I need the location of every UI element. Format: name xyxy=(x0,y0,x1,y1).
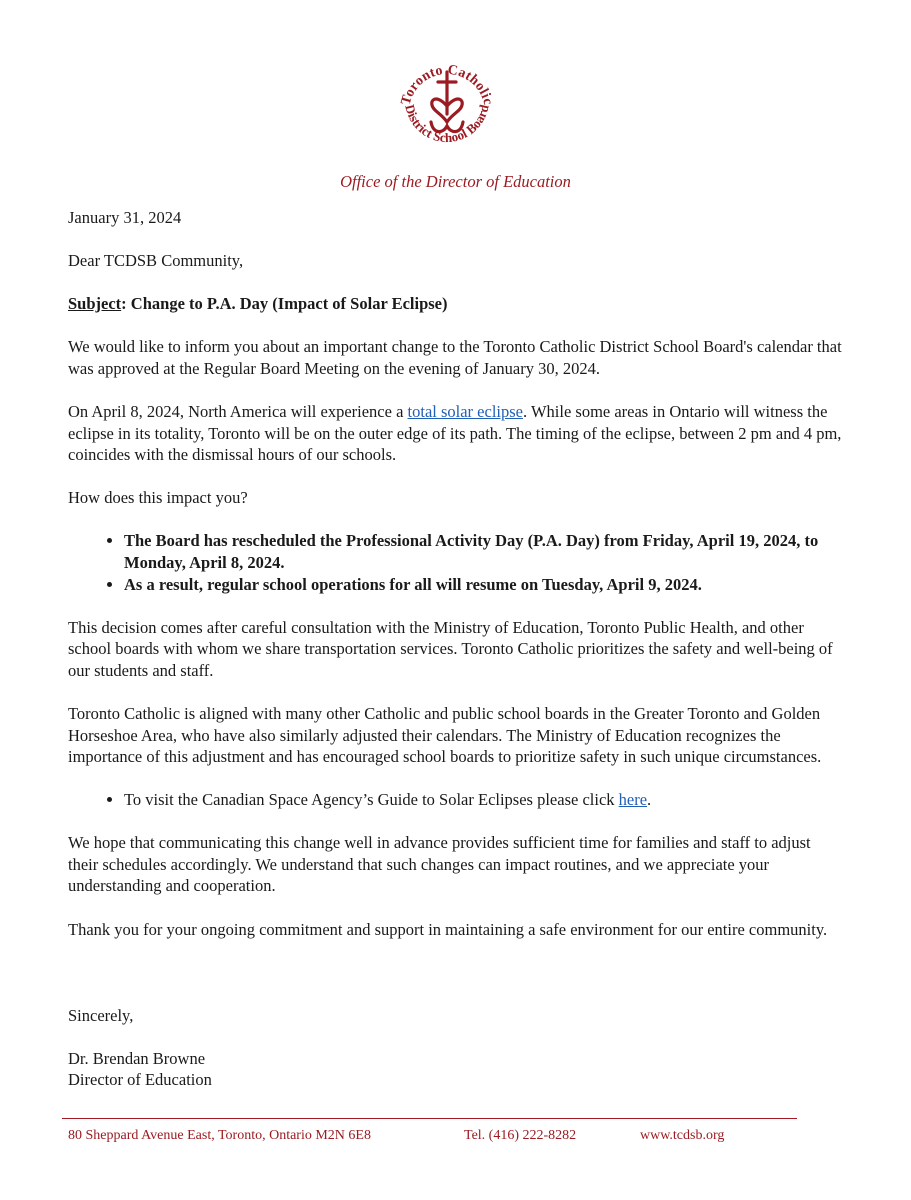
footer-address: 80 Sheppard Avenue East, Toronto, Ontario M2N 6E8 xyxy=(68,1128,371,1143)
eclipse-text-after: . While some areas in Ontario will witness the eclipse in its totality, Toronto will be on the outer edge of its path. The timing of the eclipse, between 2 pm and 4 pm, coincides with the dismissal hours of our schools. xyxy=(68,401,842,465)
tcdsb-logo xyxy=(383,42,511,170)
signer-name: Dr. Brendan Browne xyxy=(68,1048,206,1068)
decision-paragraph: This decision comes after careful consultation with the Ministry of Education, Toronto Public Health, and other school boards with whom we share transportation services. Toronto Catholic prioritizes the safety and well-being of our students and staff. xyxy=(68,617,833,680)
subject-line xyxy=(68,293,843,315)
svg-text:Toronto Catholic: Toronto Catholic xyxy=(398,62,496,107)
cross-heart-anchor-icon xyxy=(431,72,463,132)
list-item: • As a result, regular school operations for all will resume on Tuesday, April 9, 2024. xyxy=(124,574,843,596)
closing: Sincerely, xyxy=(68,1005,134,1025)
total-solar-eclipse-link[interactable]: total solar eclipse xyxy=(407,401,523,421)
letter-body xyxy=(68,207,843,1091)
signer-title: Director of Education xyxy=(68,1070,212,1090)
svg-text:District School Board: District School Board xyxy=(402,102,492,146)
signature-spacer xyxy=(68,962,843,1005)
intro-paragraph: We would like to inform you about an important change to the Toronto Catholic District School Board's calendar that was approved at the Regular Board Meeting on the evening of January 30, 2024. xyxy=(68,337,842,378)
footer-website: www.tcdsb.org xyxy=(640,1128,725,1143)
guide-here-link[interactable]: here xyxy=(618,790,648,810)
office-title: Office of the Director of Education xyxy=(340,172,571,191)
hope-paragraph: We hope that communicating this change well in advance provides sufficient time for families and staff to adjust their schedules accordingly. We understand that such changes can impact routines, and we appreciate your understanding and cooperation. xyxy=(68,833,811,896)
subject-label: Subject xyxy=(68,294,122,314)
footer-phone: Tel. (416) 222-8282 xyxy=(464,1128,577,1143)
footer-divider xyxy=(62,1118,797,1119)
eclipse-paragraph xyxy=(68,401,843,466)
subject-separator: : xyxy=(121,294,127,314)
subject-text: Change to P.A. Day (Impact of Solar Eclipse) xyxy=(126,294,448,314)
greeting: Dear TCDSB Community, xyxy=(68,251,244,271)
guide-text: To visit the Canadian Space Agency’s Guide to Solar Eclipses please click xyxy=(124,790,619,810)
guide-text-after: . xyxy=(647,790,652,810)
list-item xyxy=(124,789,843,811)
guide-list xyxy=(68,789,843,811)
eclipse-text-before: On April 8, 2024, North America will experience a xyxy=(68,401,408,421)
thanks-paragraph: Thank you for your ongoing commitment and support in maintaining a safe environment for our entire community. xyxy=(68,919,828,939)
impact-question: How does this impact you? xyxy=(68,488,248,508)
list-item: • The Board has rescheduled the Professional Activity Day (P.A. Day) from Friday, April 19, 2024, to Monday, April 8, 2024. xyxy=(124,530,843,573)
letter-date: January 31, 2024 xyxy=(68,208,182,227)
impact-list xyxy=(68,530,843,595)
aligned-paragraph: Toronto Catholic is aligned with many other Catholic and public school boards in the Greater Toronto and Golden Horseshoe Area, who have also similarly adjusted their calendars. The Ministry of Education recognizes the importance of this adjustment and has encouraged school boards to prioritize safety in such unique circumstances. xyxy=(68,703,822,767)
